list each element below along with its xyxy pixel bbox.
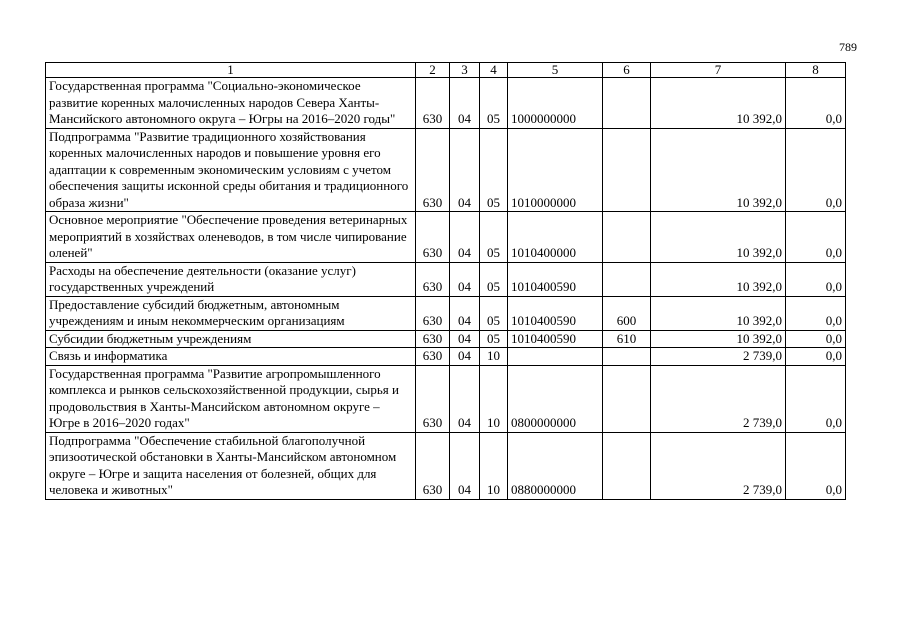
admin-code-cell: 630 [416, 330, 450, 348]
admin-code-cell: 630 [416, 432, 450, 499]
expense-type-cell: 610 [603, 330, 651, 348]
subsection-cell: 10 [480, 432, 508, 499]
amount-cell: 2 739,0 [651, 365, 786, 432]
admin-code-cell: 630 [416, 296, 450, 330]
name-cell: Государственная программа "Развитие агропромышленного комплекса и рынков сельскохозяйственной продукции, сырья и продовольствия в Ханты-Мансийском автономном округе – Югре в 2016–2020 годах" [46, 365, 416, 432]
section-cell: 04 [450, 212, 480, 263]
column-header: 6 [603, 63, 651, 78]
table-row [46, 432, 846, 499]
column-header: 5 [508, 63, 603, 78]
amount-cell: 10 392,0 [651, 212, 786, 263]
name-cell: Подпрограмма "Развитие традиционного хозяйствования коренных малочисленных народов и повышение уровня его адаптации к современным экономическим условиям с учетом обеспечения защиты исконной среды обитания и традиционного образа жизни" [46, 128, 416, 212]
target-article-cell: 1010400590 [508, 262, 603, 296]
section-cell: 04 [450, 296, 480, 330]
expense-type-cell [603, 78, 651, 129]
section-cell: 04 [450, 348, 480, 366]
name-cell: Государственная программа "Социально-экономическое развитие коренных малочисленных народов Севера Ханты-Мансийского автономного округа – Югры на 2016–2020 годы" [46, 78, 416, 129]
table-row [46, 128, 846, 212]
table-row [46, 348, 846, 366]
expense-type-cell: 600 [603, 296, 651, 330]
budget-table [45, 62, 846, 500]
column-header: 1 [46, 63, 416, 78]
name-cell: Подпрограмма "Обеспечение стабильной благополучной эпизоотической обстановки в Ханты-Мансийском автономном округе – Югре и защита населения от болезней, общих для человека и животных" [46, 432, 416, 499]
name-cell: Субсидии бюджетным учреждениям [46, 330, 416, 348]
section-cell: 04 [450, 78, 480, 129]
subsection-cell: 05 [480, 78, 508, 129]
section-cell: 04 [450, 365, 480, 432]
table-row [46, 365, 846, 432]
admin-code-cell: 630 [416, 128, 450, 212]
amount-cell-2: 0,0 [786, 330, 846, 348]
amount-cell-2: 0,0 [786, 296, 846, 330]
name-cell: Основное мероприятие "Обеспечение проведения ветеринарных мероприятий в хозяйствах оленеводов, в том числе чипирование оленей" [46, 212, 416, 263]
amount-cell-2: 0,0 [786, 432, 846, 499]
expense-type-cell [603, 262, 651, 296]
target-article-cell: 0800000000 [508, 365, 603, 432]
amount-cell-2: 0,0 [786, 365, 846, 432]
table-row [46, 262, 846, 296]
amount-cell-2: 0,0 [786, 128, 846, 212]
column-header: 2 [416, 63, 450, 78]
admin-code-cell: 630 [416, 78, 450, 129]
table-body [46, 78, 846, 500]
admin-code-cell: 630 [416, 348, 450, 366]
subsection-cell: 05 [480, 330, 508, 348]
admin-code-cell: 630 [416, 212, 450, 263]
page-number: 789 [839, 40, 857, 54]
amount-cell-2: 0,0 [786, 212, 846, 263]
subsection-cell: 10 [480, 365, 508, 432]
expense-type-cell [603, 365, 651, 432]
amount-cell-2: 0,0 [786, 262, 846, 296]
expense-type-cell [603, 128, 651, 212]
table-row [46, 212, 846, 263]
subsection-cell: 10 [480, 348, 508, 366]
subsection-cell: 05 [480, 296, 508, 330]
section-cell: 04 [450, 330, 480, 348]
name-cell: Связь и информатика [46, 348, 416, 366]
column-header: 8 [786, 63, 846, 78]
amount-cell: 10 392,0 [651, 128, 786, 212]
target-article-cell: 1000000000 [508, 78, 603, 129]
amount-cell-2: 0,0 [786, 348, 846, 366]
target-article-cell: 1010000000 [508, 128, 603, 212]
subsection-cell: 05 [480, 128, 508, 212]
table-row [46, 78, 846, 129]
amount-cell-2: 0,0 [786, 78, 846, 129]
table-header-row [46, 63, 846, 78]
section-cell: 04 [450, 262, 480, 296]
amount-cell: 10 392,0 [651, 78, 786, 129]
amount-cell: 10 392,0 [651, 262, 786, 296]
target-article-cell [508, 348, 603, 366]
subsection-cell: 05 [480, 212, 508, 263]
expense-type-cell [603, 432, 651, 499]
amount-cell: 2 739,0 [651, 432, 786, 499]
target-article-cell: 0880000000 [508, 432, 603, 499]
admin-code-cell: 630 [416, 262, 450, 296]
subsection-cell: 05 [480, 262, 508, 296]
column-header: 4 [480, 63, 508, 78]
name-cell: Предоставление субсидий бюджетным, автономным учреждениям и иным некоммерческим организациям [46, 296, 416, 330]
target-article-cell: 1010400000 [508, 212, 603, 263]
amount-cell: 10 392,0 [651, 330, 786, 348]
expense-type-cell [603, 348, 651, 366]
target-article-cell: 1010400590 [508, 296, 603, 330]
section-cell: 04 [450, 432, 480, 499]
expense-type-cell [603, 212, 651, 263]
column-header: 3 [450, 63, 480, 78]
name-cell: Расходы на обеспечение деятельности (оказание услуг) государственных учреждений [46, 262, 416, 296]
table-row [46, 296, 846, 330]
target-article-cell: 1010400590 [508, 330, 603, 348]
table-row [46, 330, 846, 348]
amount-cell: 2 739,0 [651, 348, 786, 366]
section-cell: 04 [450, 128, 480, 212]
amount-cell: 10 392,0 [651, 296, 786, 330]
column-header: 7 [651, 63, 786, 78]
admin-code-cell: 630 [416, 365, 450, 432]
